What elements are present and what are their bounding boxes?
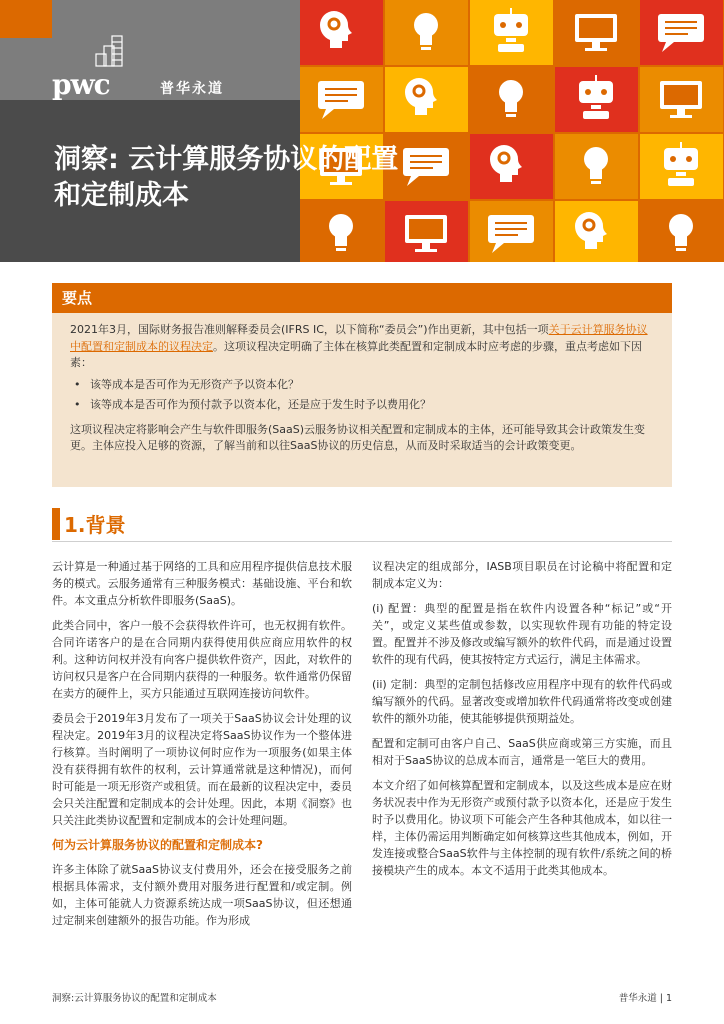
speech-bubble-icon xyxy=(300,67,383,132)
lightbulb-tile xyxy=(555,134,638,199)
section-divider xyxy=(52,541,672,542)
paragraph: 许多主体除了就SaaS协议支付费用外，还会在接受服务之前根据具体需求，支付额外费用对服务进行配置和/或定制。例如，主体可能就人力资源系统达成一项SaaS协议，但还想通过定制来创建额外的报告功能。作为形成 xyxy=(52,863,352,927)
agenda-decision-link[interactable]: 关于云计算服务协议中配置和定制成本的议程决定 xyxy=(70,323,648,353)
paragraph: (ii) 定制：典型的定制包括修改应用程序中现有的软件代码或编写额外的代码。显著改变或增加软件代码通常将改变或创建软件的额外功能，使其能够提供预期益处。 xyxy=(372,678,672,725)
gear-head-tile xyxy=(555,201,638,262)
key-points-intro xyxy=(70,322,658,372)
left-column xyxy=(52,558,352,937)
lightbulb-icon xyxy=(640,201,723,262)
page-title-line-2: 和定制成本 xyxy=(54,180,189,211)
key-points-list xyxy=(70,377,658,414)
lightbulb-tile xyxy=(470,67,553,132)
key-points-closing: 这项议程决定将影响会产生与软件即服务(SaaS)云服务协议相关配置和定制成本的主体，还可能导致其会计政策发生变更。主体应投入足够的资源，了解当前和以往SaaS协议的历史信息，从而及时采取适当的会计政策变更。 xyxy=(70,422,646,452)
gear-head-icon xyxy=(385,67,468,132)
speech-bubble-tile xyxy=(640,0,723,65)
pwc-logo-mark-icon xyxy=(92,34,128,70)
key-points-intro-continued: 。这项议程决定明确了主体在核算此类配置和定制成本时应考虑的步骤，重点考虑如下因素： xyxy=(70,339,642,369)
paragraph: 议程决定的组成部分，IASB项目职员在讨论稿中将配置和定制成本定义为： xyxy=(372,560,672,590)
paragraph: (i) 配置：典型的配置是指在软件内设置各种“标记”或“开关”，或定义某些值或参数，以实现软件现有功能的特定设置。配置并不涉及修改或编写额外的软件代码，而是通过设置软件的现有代码，使其按特定方式运行，满足主体需求。 xyxy=(372,602,672,666)
paragraph: 委员会于2019年3月发布了一项关于SaaS协议会计处理的议程决定。2019年3月的议程决定将SaaS协议作为一个整体进行核算。当时阐明了一项协议何时应作为一项服务(如果主体没有获得拥有软件的权利，云计算通常就是这种情况)，而何时可能是一项无形资产或租赁。而在最新的议程决定中，委员会只关注配置和定制成本的会计处理。因此，本期《洞察》也只关注此类协议配置和定制成本的会计处理问题。 xyxy=(52,712,352,827)
robot-tile xyxy=(470,0,553,65)
key-points-box xyxy=(52,313,672,487)
section-heading xyxy=(52,508,672,540)
header-orange-corner xyxy=(0,0,52,38)
speech-bubble-tile xyxy=(300,67,383,132)
robot-icon xyxy=(470,0,553,65)
lightbulb-icon xyxy=(385,0,468,65)
section-title: 1.背景 xyxy=(64,513,126,537)
paragraph: 配置和定制可由客户自己、SaaS供应商或第三方实施，而且相对于SaaS协议的总成本而言，通常是一笔巨大的费用。 xyxy=(372,737,672,767)
paragraph: 云计算是一种通过基于网络的工具和应用程序提供信息技术服务的模式。云服务通常有三种服务模式：基础设施、平台和软件。本文重点分析软件即服务(SaaS)。 xyxy=(52,560,352,607)
lightbulb-icon xyxy=(470,67,553,132)
section-accent-bar xyxy=(52,508,60,540)
page-title-line-1: 洞察: 云计算服务协议的配置 xyxy=(54,144,399,175)
footer-page-number: 普华永道 | 1 xyxy=(618,993,672,1004)
header-banner xyxy=(0,0,724,262)
gear-head-tile xyxy=(300,0,383,65)
right-column xyxy=(372,558,672,887)
list-item: • 该等成本是否可作为无形资产予以资本化？ xyxy=(70,377,658,394)
robot-tile xyxy=(555,67,638,132)
lightbulb-tile xyxy=(640,201,723,262)
subheading: 何为云计算服务协议的配置和定制成本? xyxy=(52,838,263,852)
pwc-logo-text: pwc xyxy=(52,68,110,101)
speech-bubble-icon xyxy=(640,0,723,65)
key-points-intro-text: 2021年3月，国际财务报告准则解释委员会(IFRS IC，以下简称“委员会”)作出更新，其中包括一项 xyxy=(70,323,549,336)
gear-head-tile xyxy=(385,67,468,132)
pwc-logo-chinese: 普华永道 xyxy=(160,81,224,97)
list-item: • 该等成本是否可作为预付款予以资本化，还是应于发生时予以费用化？ xyxy=(70,397,658,414)
robot-icon xyxy=(555,67,638,132)
robot-tile xyxy=(640,134,723,199)
robot-icon xyxy=(640,134,723,199)
paragraph: 本文介绍了如何核算配置和定制成本，以及这些成本是应在财务状况表中作为无形资产或预付款予以资本化，还是应于发生时予以费用化。协议项下可能会产生各种其他成本，如以往一样，主体仍需运用判断确定如何核算这些其他成本，例如，开发连接或整合SaaS软件与主体控制的现有软件/系统之间的桥接模块产生的成本。本文不适用于此类其他成本。 xyxy=(372,779,672,877)
monitor-tile xyxy=(555,0,638,65)
footer-document-title: 洞察:云计算服务协议的配置和定制成本 xyxy=(52,993,217,1004)
pwc-logo xyxy=(52,34,232,104)
monitor-tile xyxy=(640,67,723,132)
monitor-icon xyxy=(640,67,723,132)
lightbulb-icon xyxy=(555,134,638,199)
monitor-icon xyxy=(555,0,638,65)
lightbulb-tile xyxy=(385,0,468,65)
key-points-heading: 要点 xyxy=(52,283,672,313)
gear-head-icon xyxy=(555,201,638,262)
page-title xyxy=(54,142,494,214)
icon-tile-grid xyxy=(300,0,724,262)
paragraph: 此类合同中，客户一般不会获得软件许可，也无权拥有软件。合同许诺客户的是在合同期内获得使用供应商应用软件的权利。这种访问权并没有向客户提供软件资产，因此，对软件的访问权只是客户在合同期内获得的一种服务。软件通常仍保留在卖方的硬件上，买方只能通过互联网连接访问软件。 xyxy=(52,619,352,700)
gear-head-icon xyxy=(300,0,383,65)
